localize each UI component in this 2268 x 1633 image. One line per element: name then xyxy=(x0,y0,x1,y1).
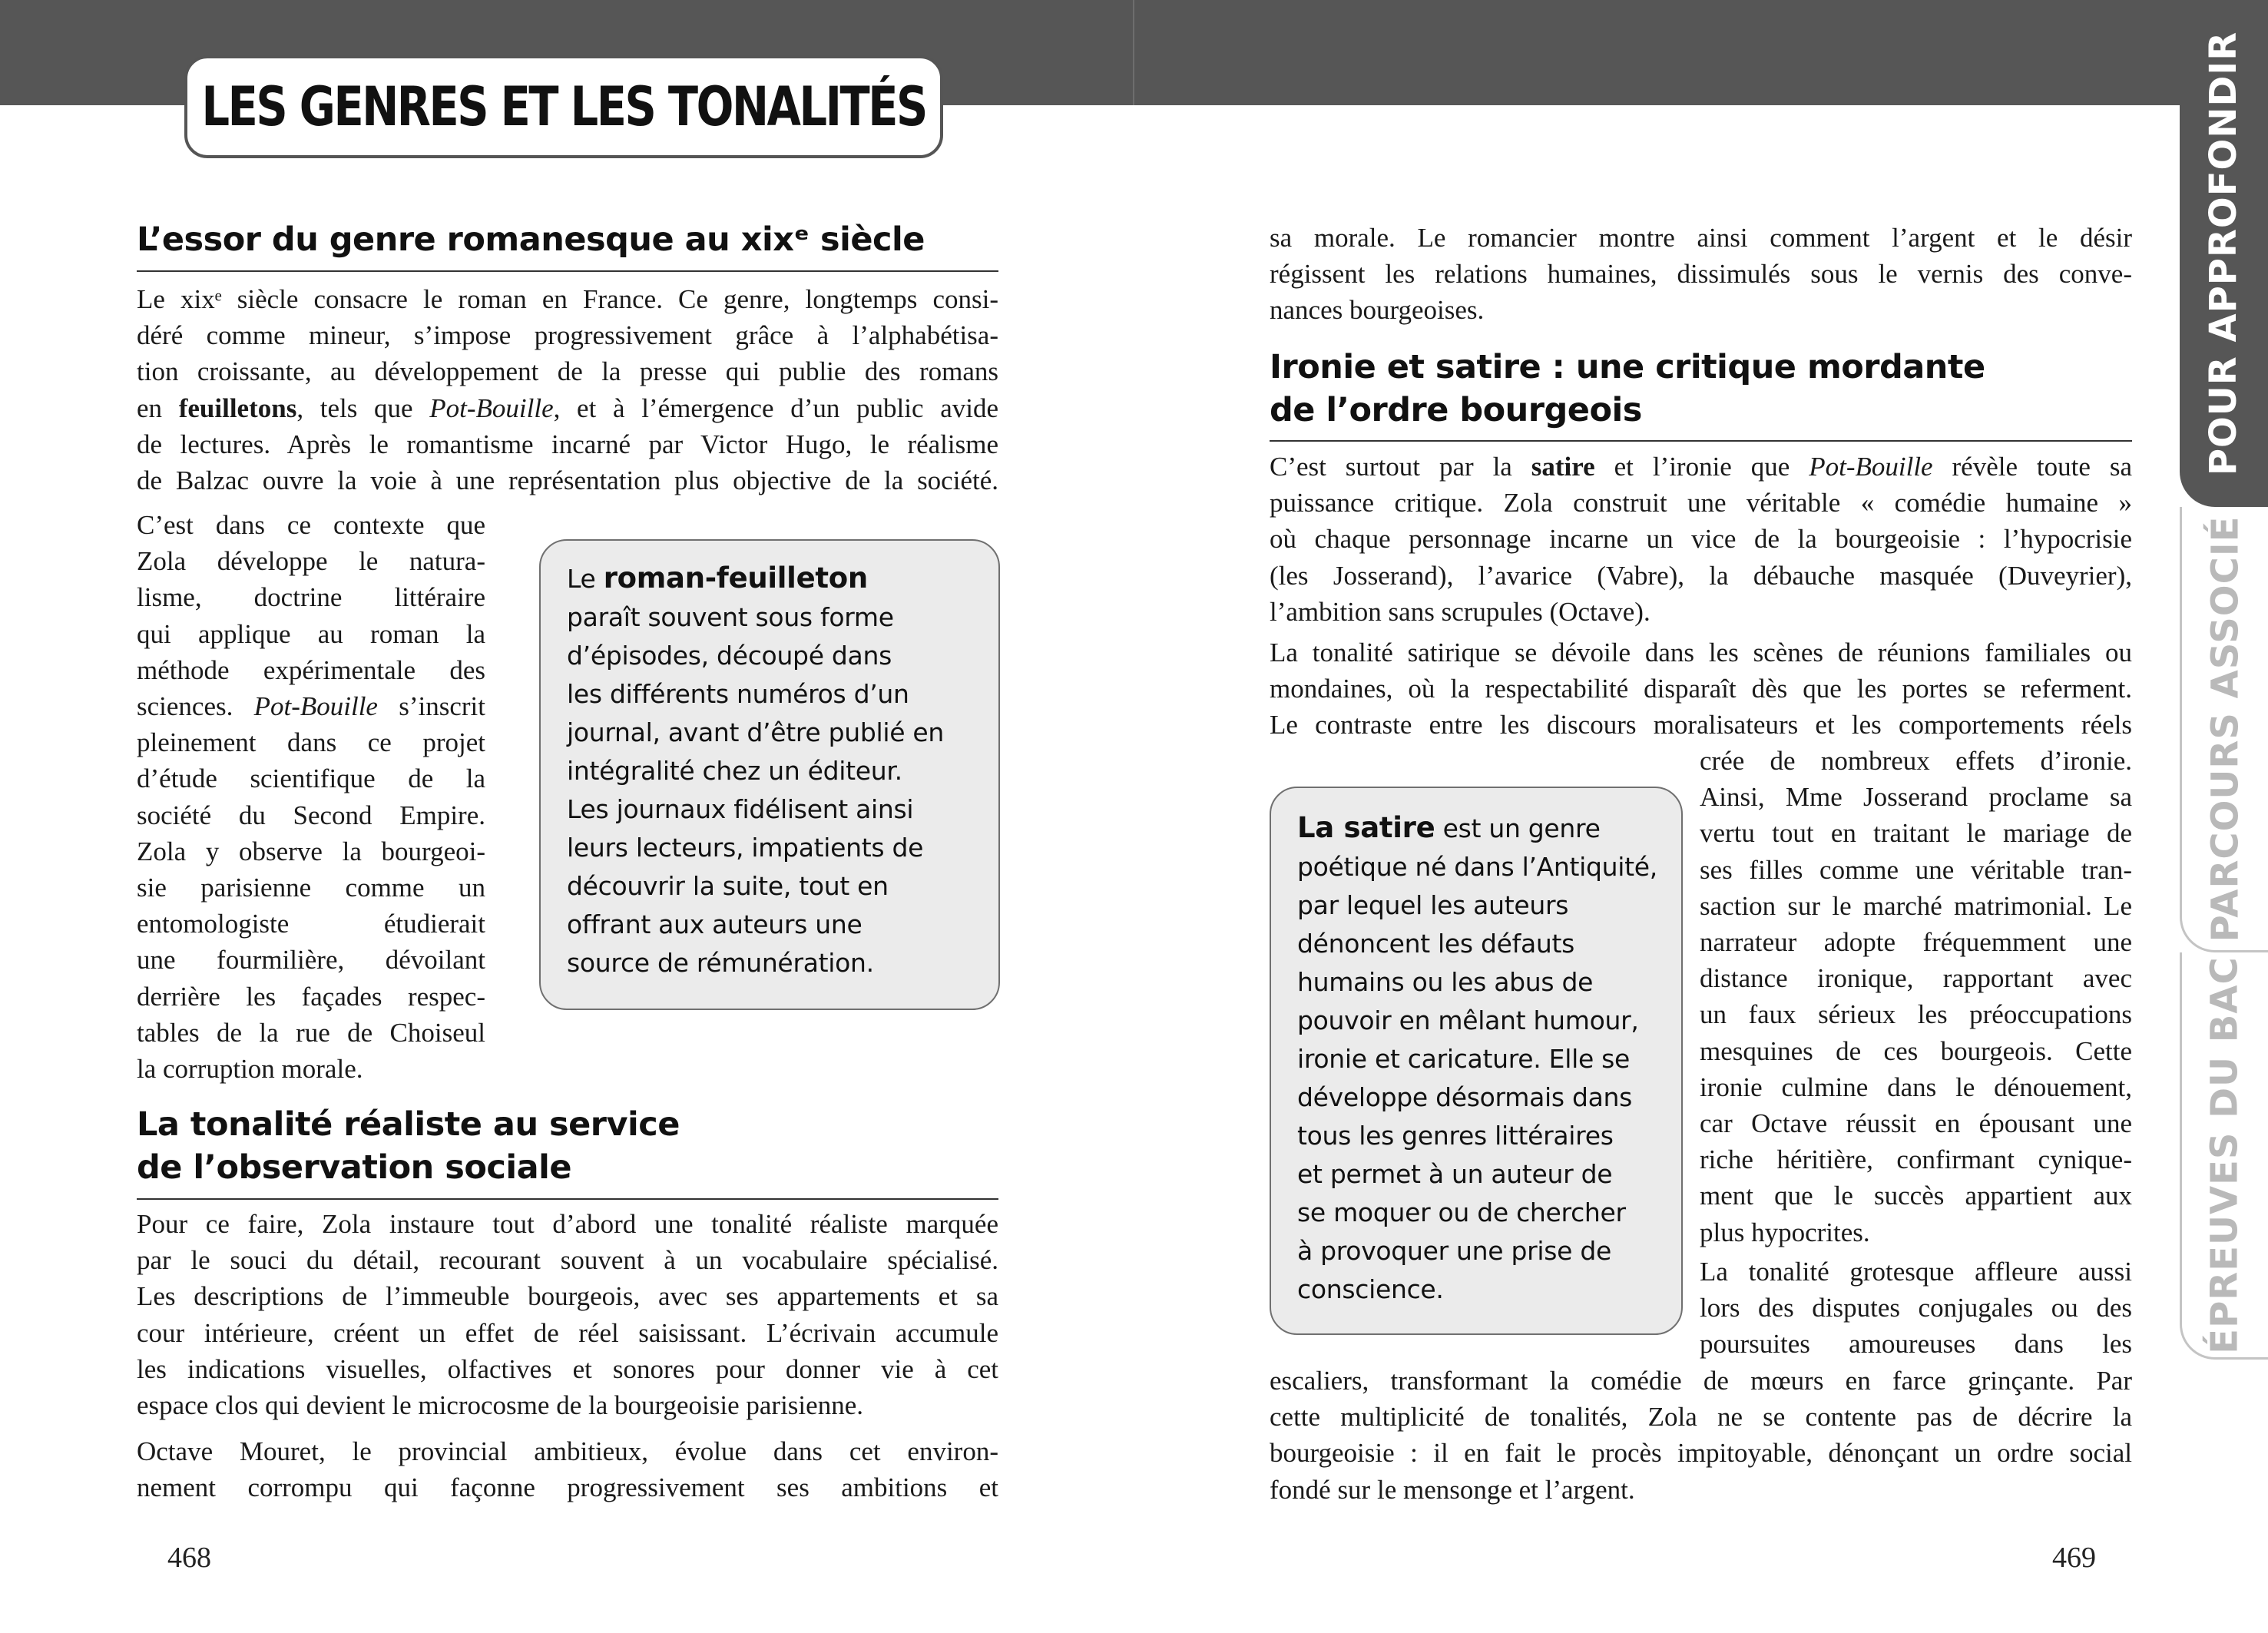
tab-epreuves-du-bac[interactable]: ÉPREUVES DU BAC xyxy=(2180,952,2268,1360)
section-heading-essor: L’essor du genre romanesque au xixᵉ siècle xyxy=(137,220,925,259)
roman-feuilleton-text: Le roman-feuilleton paraît souvent sous forme d’épisodes, découpé dans les différents numéros d’un journal, avant d’être publié en intégralité chez un éditeur. Les journaux fidélisent ainsi leurs lecteurs, impatients de découvrir la suite, tout en offrant aux auteurs une source de rémunération. xyxy=(567,561,945,978)
paragraph-grotesque-cont: escaliers, transformant la comédie de mœurs en farce grinçante. Par cette multiplicité de tonalités, Zola ne se contente pas de décrire la bourgeoisie : il en fait le procès impitoyable, dénonçant un ordre social fondé sur le mensonge et l’argent. xyxy=(1270,1366,2132,1505)
paragraph-octave: Octave Mouret, le provincial ambitieux, évolue dans cet environ- nement corrompu qui façonne progressivement ses ambitions et xyxy=(137,1436,998,1503)
chapter-title: LES GENRES ET LES TONALITÉS xyxy=(201,75,926,138)
page-number-left: 468 xyxy=(167,1542,211,1574)
book-title: Pot-Bouille xyxy=(429,393,554,423)
paragraph-satire: C’est surtout par la satire et l’ironie que Pot-Bouille révèle toute sa puissance critique. Zola construit une véritable « comédie humaine » où chaque personnage incarne un vice de la bourgeoisie : l’hypocrisie (les Josserand), l’avarice (Vabre), la débauche masquée (Duveyrier), l’ambition sans scrupules (Octave). xyxy=(1270,452,2132,627)
keyword-la-satire: La satire xyxy=(1297,811,1435,844)
keyword-feuilletons: feuilletons xyxy=(178,393,297,423)
keyword-satire: satire xyxy=(1531,452,1595,482)
chapter-title-box xyxy=(184,55,943,158)
paragraph-naturalisme: C’est dans ce contexte que Zola développe le natura- lisme, doctrine littéraire qui applique au roman la méthode expérimentale des sciences. Pot-Bouille s’inscrit pleinement dans ce projet d’étude scientifique de la société du Second Empire. Zola y observe la bourgeoi- sie parisienne comme un entomologiste étudierait une fourmilière, dévoilant derrière les façades respec- tables de la rue de Choiseul la corruption morale. xyxy=(137,510,486,1085)
paragraph-essor: Le xixᵉ siècle consacre le roman en France. Ce genre, longtemps consi- déré comme mineur, s’impose progressivement grâce à l’alphabétisa- tion croissante, au développement de la presse qui publie des romans en feuilletons, tels que Pot-Bouille, et à l’émergence d’un public avide de lectures. Après le romantisme incarné par Victor Hugo, le réalisme de Balzac ouvre la voie à une représentation plus objective de la société. xyxy=(137,284,998,496)
paragraph-tonalite-satirique: La tonalité satirique se dévoile dans les scènes de réunions familiales ou mondaines, où la respectabilité disparaît dès que les portes se referment. Le contraste entre les discours moralisateurs et les comportements réels xyxy=(1270,638,2132,740)
heading-rule xyxy=(137,1198,998,1200)
paragraph-grotesque: La tonalité grotesque affleure aussi lors des disputes conjugales ou des poursuites amoureuses dans les xyxy=(1700,1257,2132,1360)
satire-callout-text: La satire est un genre poétique né dans l’Antiquité, par lequel les auteurs dénoncent les défauts humains ou les abus de pouvoir en mêlant humour, ironie et caricature. Elle se développe désormais dans tous les genres littéraires et permet à un auteur de se moquer ou de chercher à provoquer une prise de conscience. xyxy=(1297,811,1657,1304)
tab-pour-approfondir[interactable]: POUR APPROFONDIR xyxy=(2180,0,2268,507)
page-number-right: 469 xyxy=(2052,1542,2096,1574)
section-tabs xyxy=(2180,0,2268,1633)
paragraph-morale: sa morale. Le romancier montre ainsi comment l’argent et le désir régissent les relations humaines, dissimulés sous le vernis des conve- nances bourgeoises. xyxy=(1270,223,2132,326)
heading-rule xyxy=(1270,440,2132,442)
paragraph-realiste: Pour ce faire, Zola instaure tout d’abord une tonalité réaliste marquée par le souci du détail, recourant souvent à un vocabulaire spécialisé. Les descriptions de l’immeuble bourgeois, avec ses appartements et sa cour intérieure, créent un effet de réel saisissant. L’écrivain accumule les indications visuelles, olfactives et sonores pour donner vie à cet espace clos qui devient le microcosme de la bourgeoisie parisienne. xyxy=(137,1209,998,1421)
book-title: Pot-Bouille xyxy=(253,691,378,722)
paragraph-tonalite-satirique-cont: crée de nombreux effets d’ironie. Ainsi, Mme Josserand proclame sa vertu tout en traitant le mariage de ses filles comme une véritable tran- saction sur le marché matrimonial. Le narrateur adopte fréquemment une distance ironique, rapportant avec un faux sérieux les préoccupations mesquines de ces bourgeois. Cette ironie culmine dans le dénouement, car Octave réussit en épousant une riche héritière, confirmant cynique- ment que le succès appartient aux plus hypocrites. xyxy=(1700,746,2132,1247)
keyword-roman-feuilleton: roman-feuilleton xyxy=(603,561,868,595)
tab-parcours-associe[interactable]: PARCOURS ASSOCIÉ xyxy=(2180,507,2268,952)
page-spine xyxy=(1133,0,1134,105)
book-title: Pot-Bouille xyxy=(1809,452,1933,482)
section-heading-realiste: La tonalité réaliste au service de l’observation sociale xyxy=(137,1105,680,1187)
section-heading-ironie: Ironie et satire : une critique mordante de l’ordre bourgeois xyxy=(1270,348,1985,429)
heading-rule xyxy=(137,270,998,272)
